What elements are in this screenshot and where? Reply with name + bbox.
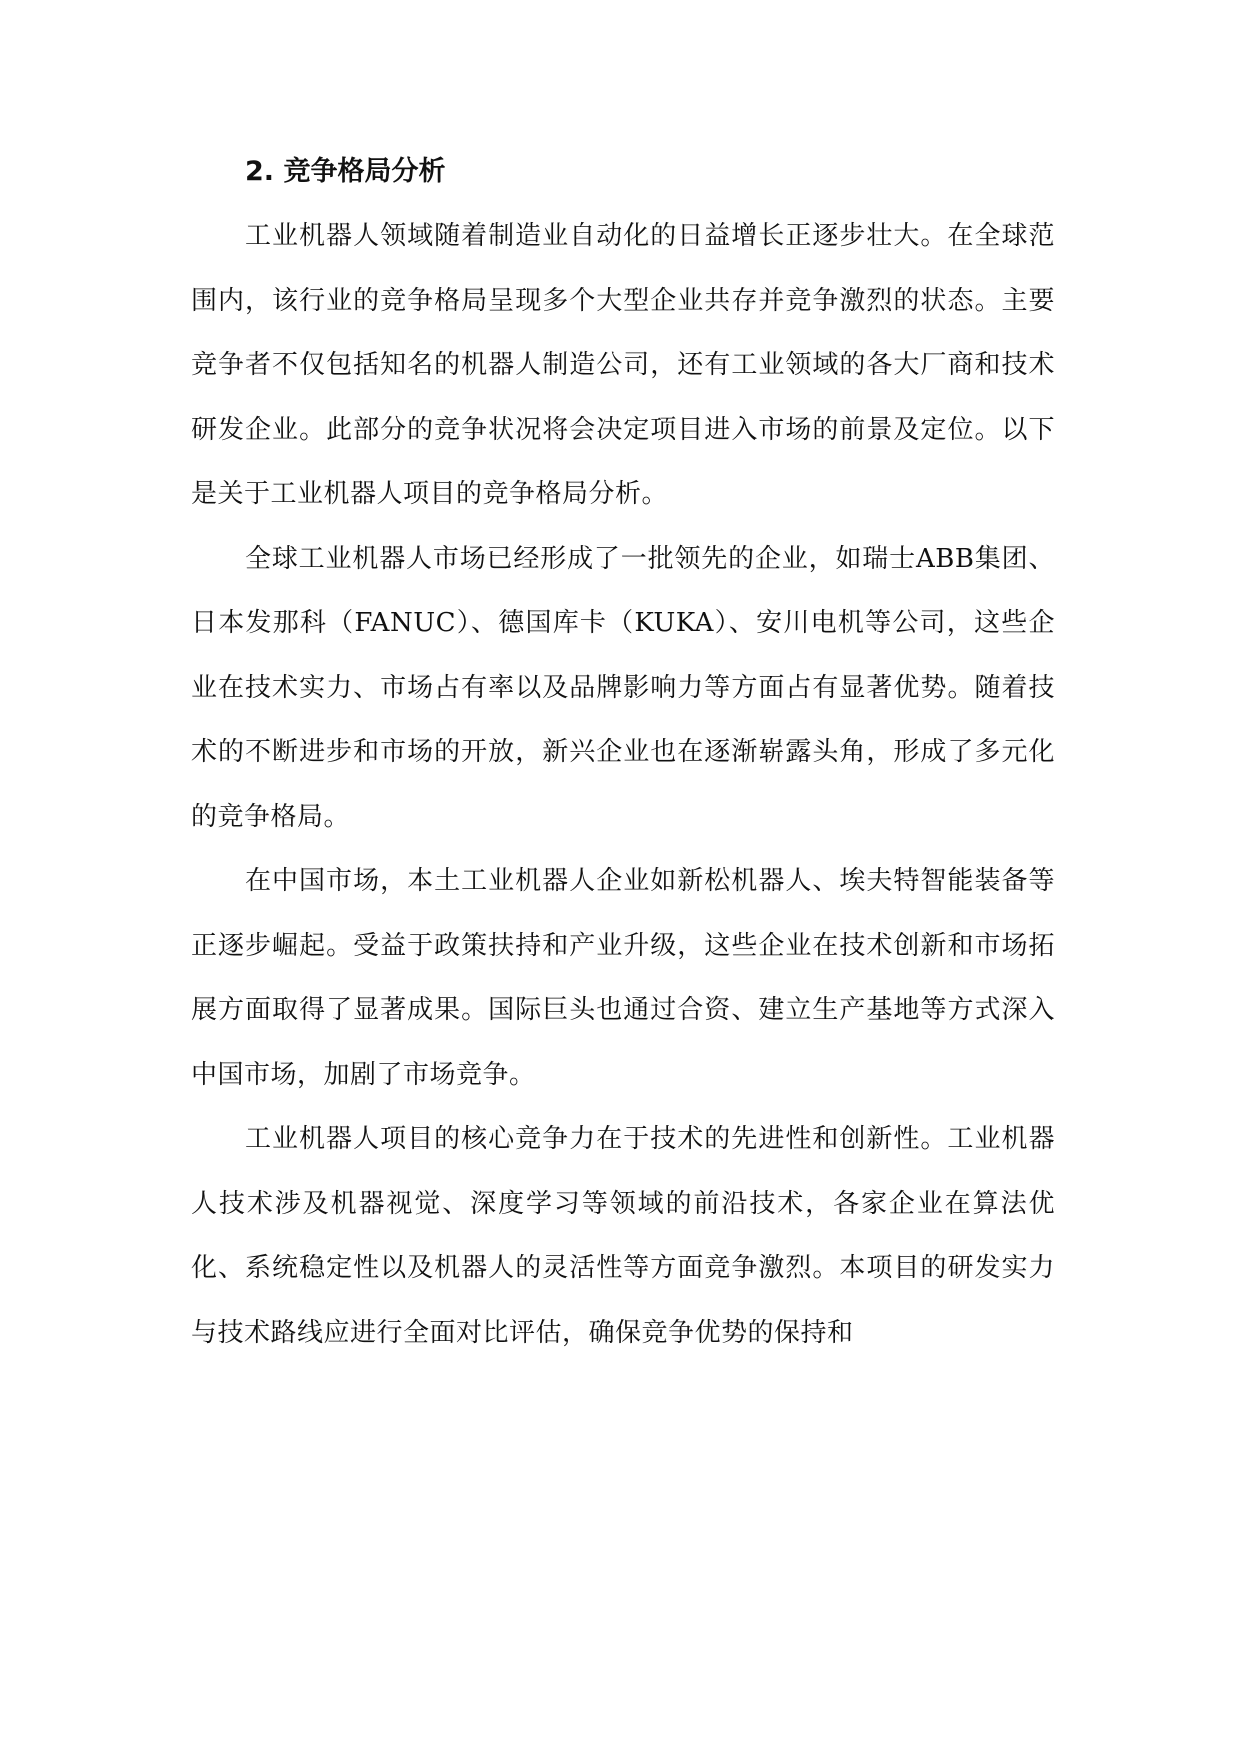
section-heading: 2. 竞争格局分析	[245, 156, 446, 187]
document-body	[191, 140, 1055, 1365]
paragraph-global-market: 全球工业机器人市场已经形成了一批领先的企业，如瑞士ABB集团、日本发那科（FANUC）、德国库卡（KUKA）、安川电机等公司，这些企业在技术实力、市场占有率以及品牌影响力等方面占有显著优势。随着技术的不断进步和市场的开放，新兴企业也在逐渐崭露头角，形成了多元化的竞争格局。	[191, 543, 1055, 832]
paragraph-china-market: 在中国市场，本土工业机器人企业如新松机器人、埃夫特智能装备等正逐步崛起。受益于政策扶持和产业升级，这些企业在技术创新和市场拓展方面取得了显著成果。国际巨头也通过合资、建立生产基地等方式深入中国市场，加剧了市场竞争。	[191, 866, 1055, 1090]
paragraph-core-competitiveness: 工业机器人项目的核心竞争力在于技术的先进性和创新性。工业机器人技术涉及机器视觉、深度学习等领域的前沿技术，各家企业在算法优化、系统稳定性以及机器人的灵活性等方面竞争激烈。本项目的研发实力与技术路线应进行全面对比评估，确保竞争优势的保持和	[191, 1124, 1055, 1348]
paragraph-overview: 工业机器人领域随着制造业自动化的日益增长正逐步壮大。在全球范围内，该行业的竞争格局呈现多个大型企业共存并竞争激烈的状态。主要竞争者不仅包括知名的机器人制造公司，还有工业领域的各大厂商和技术研发企业。此部分的竞争状况将会决定项目进入市场的前景及定位。以下是关于工业机器人项目的竞争格局分析。	[191, 221, 1055, 509]
